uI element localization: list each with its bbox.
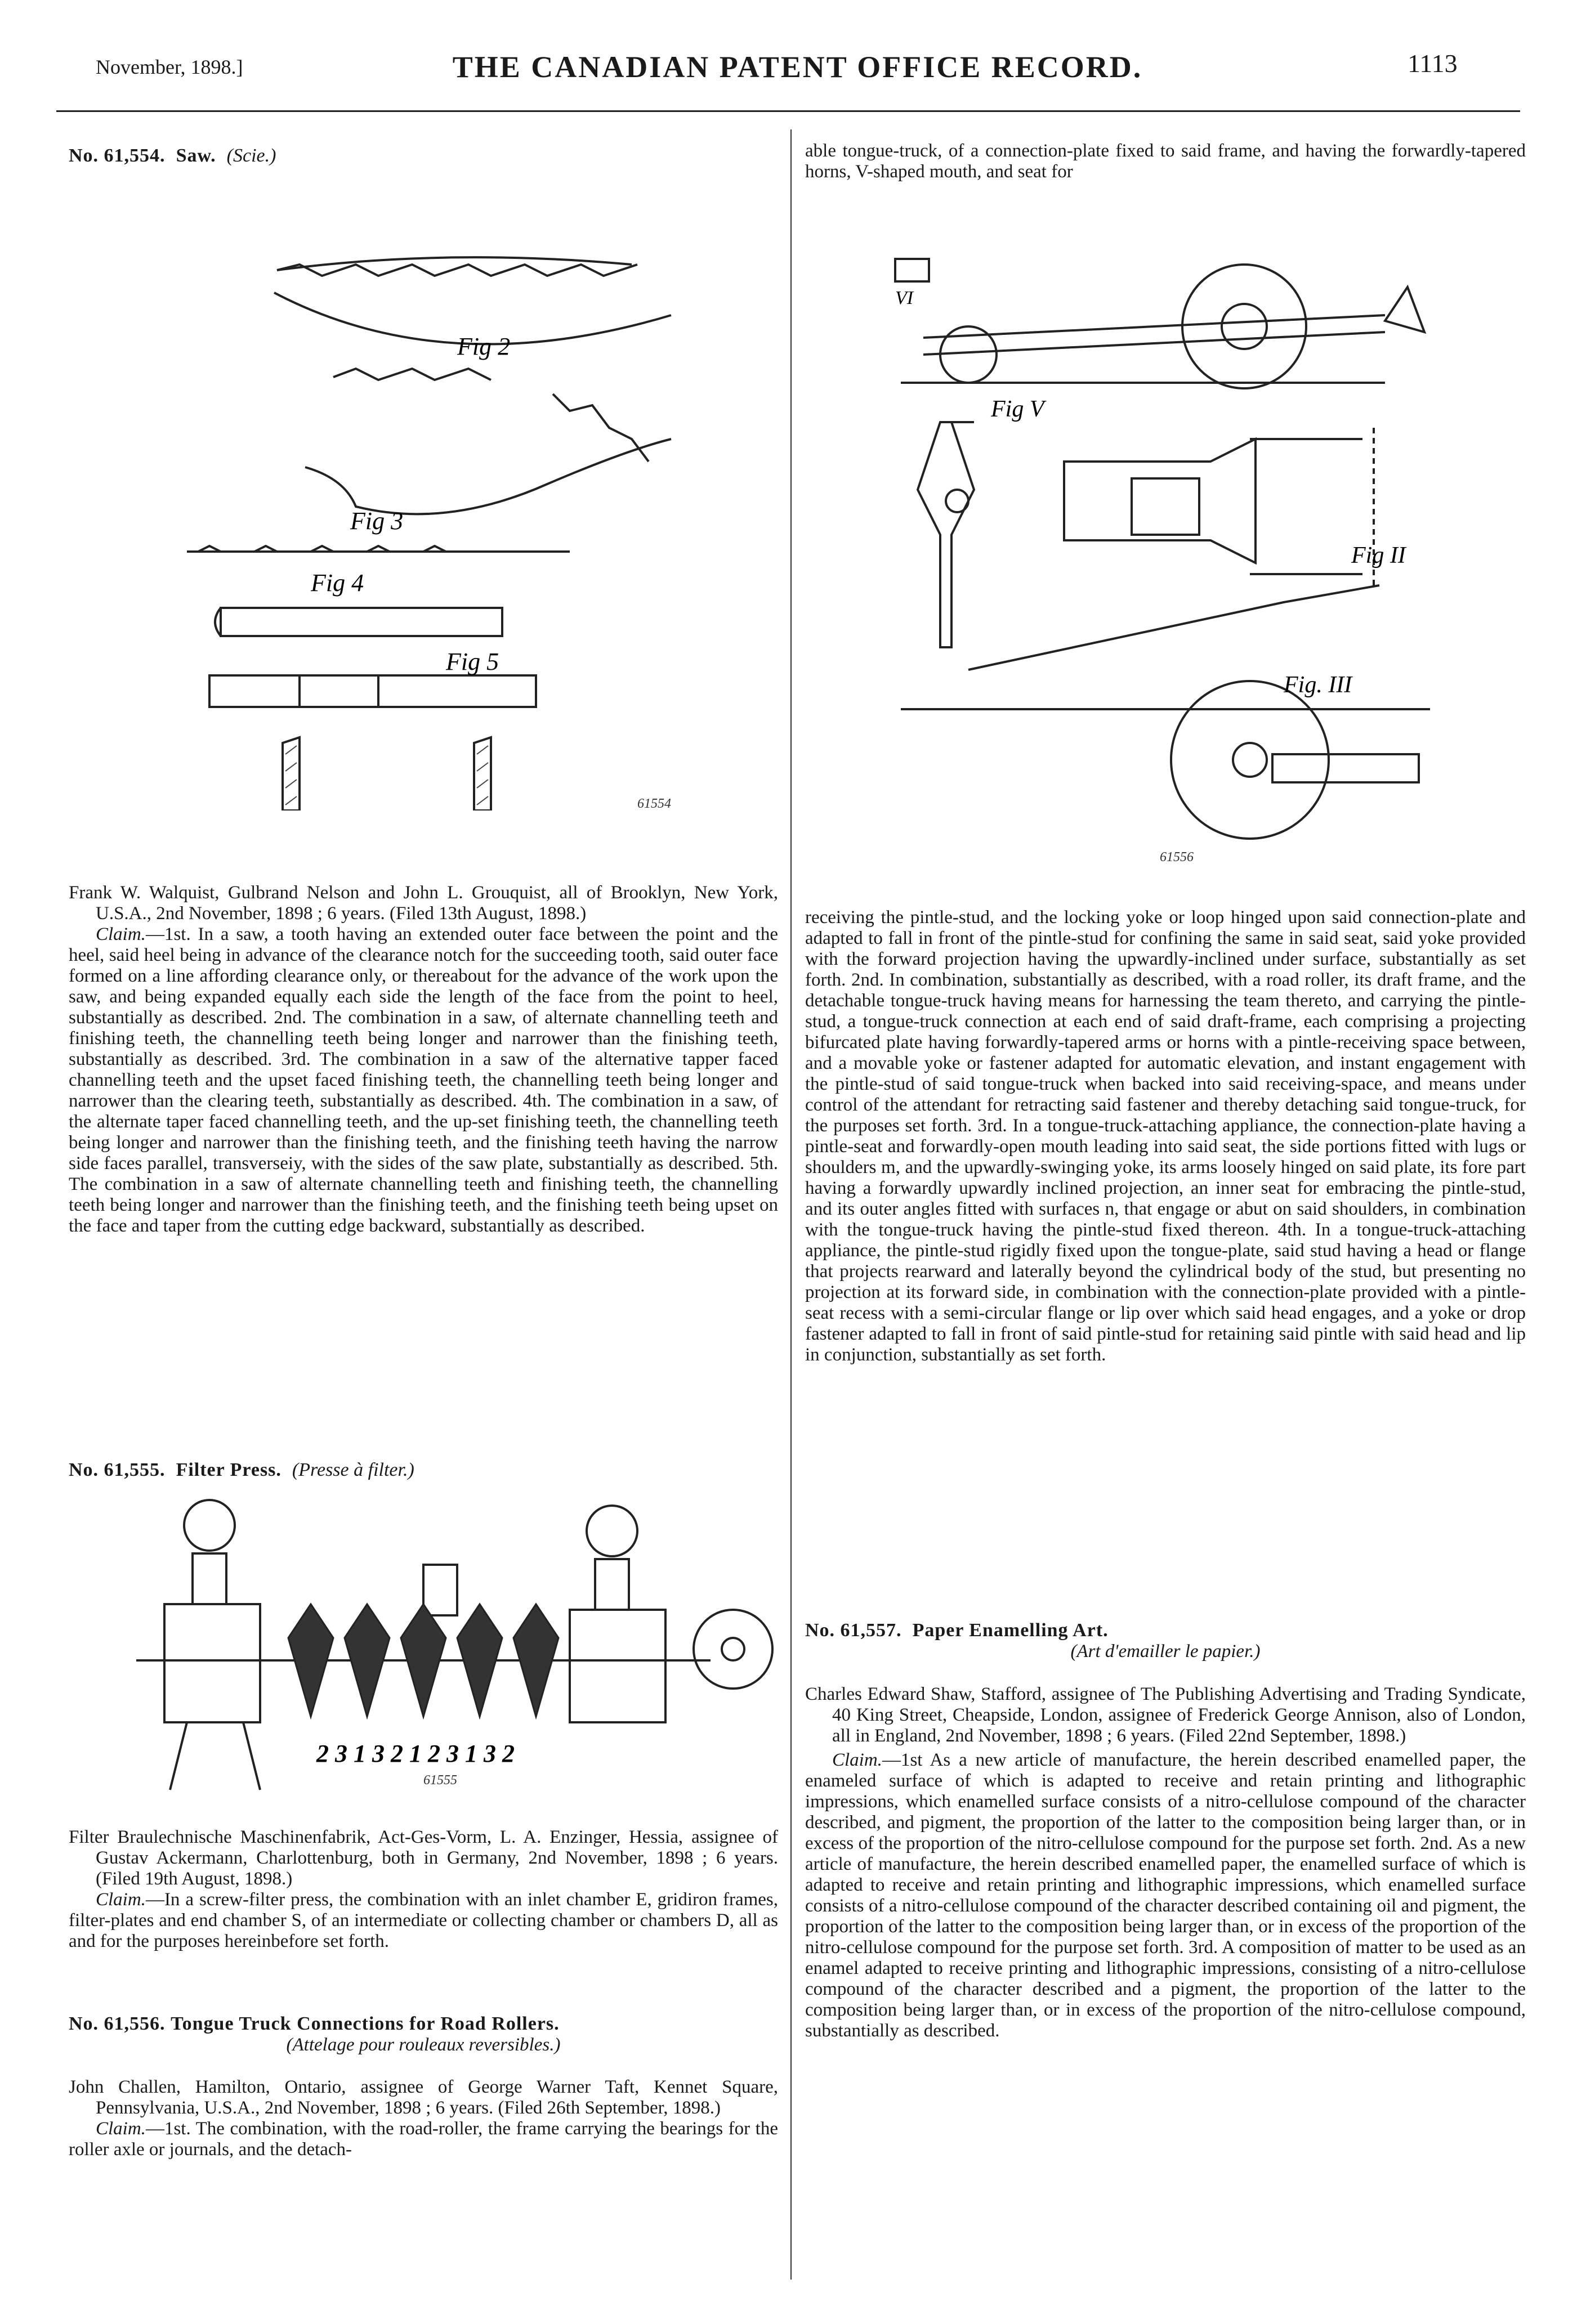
filter-press-inventors: Filter Braulechnische Maschinenfabrik, Act-Ges-Vorm, L. A. Enzinger, Hessia, assignee of Gustav Ackermann, Charlottenburg, both in Germany, 2nd November, 1898 ; 6 years. (Filed 19th August, 1898.) — [69, 1827, 778, 1889]
saw-fig4-label: Fig 4 — [311, 569, 364, 597]
filter-press-french-title: (Presse à filter.) — [292, 1459, 414, 1480]
saw-fig5-label: Fig 5 — [446, 648, 499, 675]
tongue-truck-heading — [69, 2013, 778, 2056]
saw-fig2-label: Fig 2 — [457, 333, 511, 360]
tongue-truck-claim-continued — [805, 141, 1526, 182]
tongue-truck-body-start — [69, 2077, 778, 2160]
filter-press-drawing — [102, 1492, 778, 1807]
tongue-truck-drawing — [878, 225, 1498, 872]
filter-press-figure-number: 61555 — [423, 1773, 457, 1788]
filter-press-title: Filter Press. — [176, 1459, 282, 1480]
tongue-truck-french-title: (Attelage pour rouleaux reversibles.) — [286, 2035, 561, 2055]
page-number: 1113 — [1408, 49, 1458, 78]
page-header — [0, 0, 1595, 113]
filter-press-claim — [69, 1889, 778, 1952]
tongue-truck-fig2-label: Fig II — [1351, 543, 1406, 568]
filter-press-plate-numbers: 2 3 1 3 2 1 2 3 1 3 2 — [316, 1740, 515, 1767]
journal-title: THE CANADIAN PATENT OFFICE RECORD. — [452, 50, 1143, 84]
saw-title: Saw. — [176, 145, 216, 166]
saw-figure-number: 61554 — [637, 796, 671, 811]
saw-fig3-label: Fig 3 — [350, 507, 404, 535]
tongue-truck-claim-rest — [805, 907, 1526, 1365]
tongue-truck-figure-number: 61556 — [1160, 850, 1194, 865]
tongue-truck-figure — [878, 225, 1498, 872]
tongue-truck-claim-label: Claim. — [96, 2119, 146, 2139]
issue-date: November, 1898.] — [96, 56, 243, 78]
paper-enamelling-french-title: (Art d'emailler le papier.) — [1070, 1641, 1261, 1662]
paper-enamelling-title: Paper Enamelling Art. — [912, 1620, 1109, 1641]
saw-inventors: Frank W. Walquist, Gulbrand Nelson and John L. Grouquist, all of Brooklyn, New York, U.S.A., 2nd November, 1898 ; 6 years. (Filed 13th August, 1898.) — [69, 883, 778, 924]
saw-drawing — [164, 214, 727, 811]
tongue-truck-number: No. 61,556. — [69, 2013, 166, 2034]
tongue-truck-fig6-label: VI — [895, 288, 914, 308]
filter-press-heading — [69, 1459, 778, 1481]
paper-enamelling-claim — [805, 1750, 1526, 2041]
filter-press-claim-text: —In a screw-filter press, the combination with an inlet chamber E, gridiron frames, filter-plates and end chamber S, of an intermediate or collecting chamber or chambers D, all as and for the purposes hereinbefore set forth. — [69, 1889, 778, 1951]
tongue-truck-claim-start-text: —1st. The combination, with the road-roller, the frame carrying the bearings for the roller axle or journals, and the detach- — [69, 2119, 778, 2160]
saw-claim — [69, 924, 778, 1237]
filter-press-number: No. 61,555. — [69, 1459, 166, 1480]
filter-press-claim-label: Claim. — [96, 1889, 146, 1910]
saw-body — [69, 883, 778, 1237]
header-rule — [56, 110, 1520, 112]
tongue-truck-title: Tongue Truck Connections for Road Rollers. — [171, 2013, 560, 2034]
tongue-truck-fig3-label: Fig. III — [1284, 672, 1352, 698]
paper-enamelling-claim-text: —1st As a new article of manufacture, the herein described enamelled paper, the enameled surface of which is adapted to receive and retain printing and lithographic impressions, which enamelled surface consists of a nitro-cellulose compound of the character described, and pigment, the proportion of the latter to the composition being larger than, or in excess of the proportion of the nitro-cellulose compound for the purpose set forth. 2nd. As a new article of manufacture, the herein described enamelled paper, the enamelled surface of which is adapted to receive and retain printing and lithographic impressions, which enamelled surface consists of a nitro-cellulose compound of the character described containing oil and pigment, the proportion of the latter to the composition being larger than, or in excess of the proportion of the nitro-cellulose compound for the purpose set forth. 3rd. A composition of matter to be used as an enamel adapted to receive printing and lithographic impressions, consisting of a nitro-cellulose compound of the character described and a pigment, the proportion of the latter to the composition being larger than, or in excess of the proportion of the nitro-cellulose compound, substantially as described. — [805, 1750, 1526, 2041]
saw-french-title: (Scie.) — [226, 145, 276, 166]
tongue-truck-fig5-label: Fig V — [991, 396, 1044, 422]
saw-figure — [164, 214, 727, 811]
saw-claim-label: Claim. — [96, 924, 146, 944]
tongue-truck-claim-rest-text: receiving the pintle-stud, and the locking yoke or loop hinged upon said connection-plate and adapted to fall in front of the pintle-stud for confining the same in said seat, said yoke provided with the forward projection having the upwardly-inclined under surface, substantially as set forth. 2nd. In combination, substantially as described, with a road roller, its draft frame, and the detachable tongue-truck having means for harnessing the team thereto, and carrying the pintle-stud, a tongue-truck connection at each end of said draft-frame, each comprising a projecting bifurcated plate having forwardly-tapered arms or horns with a pintle-receiving space between, and a movable yoke or fastener adapted for automatic elevation, and instant engagement with the pintle-stud of said tongue-truck when backed into said receiving-space, and means under control of the attendant for retracting said fastener and thereby detaching said tongue-truck, for the purposes set forth. 3rd. In a tongue-truck-attaching appliance, the connection-plate having a pintle-seat and forwardly-open mouth leading into said seat, the side portions fitted with lugs or shoulders m, and the upwardly-swinging yoke, its arms loosely hinged on said plate, its fore part having a forwardly upwardly inclined projection, an inner seat for embracing the pintle-stud, and its outer angles fitted with surfaces n, that engage or abut on said shoulders, in combination with the tongue-truck having the pintle-stud fixed thereon. 4th. In a tongue-truck-attaching appliance, the pintle-stud rigidly fixed upon the tongue-plate, said stud having a head or flange that projects rearward and laterally beyond the cylindrical body of the stud, but presenting no projection at its forward side, in combination with the connection-plate provided with a pintle-seat recess with a semi-circular flange or lip over which said head engages, and a yoke or drop fastener adapted to fall in front of said pintle-stud for retaining said pintle with said head and lip in conjunction, substantially as set forth. — [805, 907, 1526, 1365]
saw-number: No. 61,554. — [69, 145, 166, 166]
paper-enamelling-body — [805, 1684, 1526, 2041]
tongue-truck-claim-start — [69, 2119, 778, 2160]
paper-enamelling-number: No. 61,557. — [805, 1620, 902, 1641]
tongue-truck-inventors: John Challen, Hamilton, Ontario, assignee of George Warner Taft, Kennet Square, Pennsylvania, U.S.A., 2nd November, 1898 ; 6 years. (Filed 26th September, 1898.) — [69, 2077, 778, 2118]
filter-press-body — [69, 1827, 778, 1952]
column-divider — [790, 129, 792, 2280]
tongue-truck-claim-cont: able tongue-truck, of a connection-plate fixed to said frame, and having the forwardly-tapered horns, V-shaped mouth, and seat for — [805, 141, 1526, 182]
paper-enamelling-inventors: Charles Edward Shaw, Stafford, assignee of The Publishing Advertising and Trading Syndicate, 40 King Street, Cheapside, London, assignee of Frederick George Annison, also of London, all in England, 2nd November, 1898 ; 6 years. (Filed 22nd September, 1898.) — [805, 1684, 1526, 1746]
paper-enamelling-heading — [805, 1620, 1526, 1662]
paper-enamelling-claim-label: Claim. — [832, 1750, 882, 1770]
saw-claim-text: —1st. In a saw, a tooth having an extended outer face between the point and the heel, said heel being in advance of the clearance notch for the succeeding tooth, said outer face formed on a line affording clearance only, or thereabout for the advance of the work upon the saw, and being expanded equally each side the length of the face from the point to heel, substantially as described. 2nd. The combination in a saw, of alternate channelling teeth and finishing teeth, the channelling teeth being longer and narrower than the finishing teeth, substantially as described. 3rd. The combination in a saw of the alternative tapper faced channelling teeth and the upset faced finishing teeth, the channelling teeth being longer and narrower than the clearing teeth, substantially as described. 4th. The combination in a saw, of the alternate taper faced channelling teeth, and the up-set finishing teeth, the channelling teeth being longer and narrower than the finishing teeth, and the finishing teeth having the narrow side faces parallel, transverseiy, with the sides of the saw plate, substantially as described. 5th. The combination in a saw of alternate channelling teeth and finishing teeth, the channelling teeth being longer and narrower than the finishing teeth, and the finishing teeth being upset on the face and taper from the cutting edge backward, substantially as described. — [69, 924, 778, 1236]
filter-press-figure — [102, 1492, 778, 1807]
saw-heading — [69, 145, 778, 167]
